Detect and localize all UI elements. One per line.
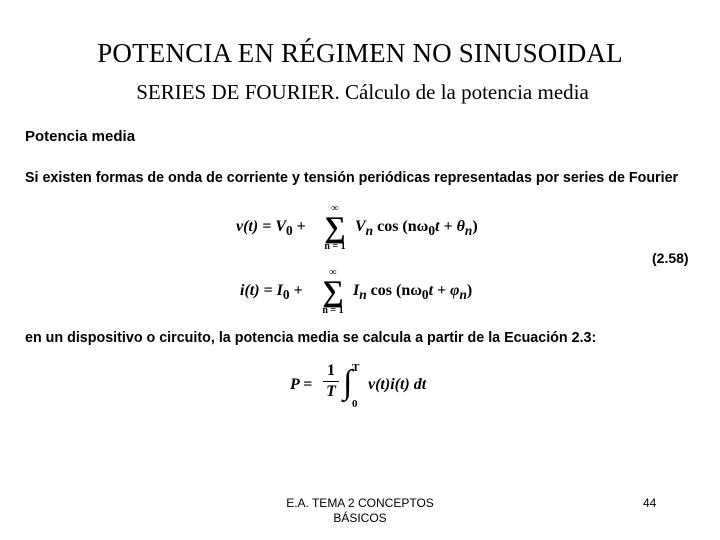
eq-i-lhs: i(t) = I bbox=[240, 282, 283, 299]
eq-v-lhs-sub: 0 bbox=[286, 223, 293, 239]
eq-p-integrand: v(t)i(t) dt bbox=[368, 376, 427, 393]
eq-i-sum-symbol: ∑ bbox=[322, 275, 344, 308]
eq-v-term-sub: n bbox=[365, 223, 374, 239]
eq-i-term-cos: cos (nω bbox=[370, 282, 422, 299]
eq-i-sum-bottom: n = 1 bbox=[322, 305, 344, 316]
eq-v-w-sub: 0 bbox=[428, 223, 436, 239]
slide-subtitle: SERIES DE FOURIER. Cálculo de la potencia media bbox=[136, 80, 589, 104]
eq-v-theta-sub: n bbox=[464, 223, 473, 239]
eq-p-integral-sign: ∫ bbox=[343, 364, 353, 401]
footer-course-line1: E.A. TEMA 2 CONCEPTOS bbox=[286, 496, 434, 510]
eq-i-plus: + bbox=[293, 282, 303, 299]
section-heading: Potencia media bbox=[25, 128, 136, 145]
eq-v-term-t: t + θ bbox=[435, 218, 465, 235]
eq-i-lhs-sub: 0 bbox=[282, 287, 290, 303]
eq-v-sum-bottom: n = 1 bbox=[324, 241, 346, 252]
eq-v-sum-top: ∞ bbox=[331, 203, 339, 214]
eq-i-term-t: t + φ bbox=[428, 282, 460, 299]
eq-i-term-sub: n bbox=[359, 287, 367, 303]
eq-v-plus: + bbox=[296, 218, 306, 235]
eq-i-term-var: I bbox=[353, 282, 360, 299]
eq-i-sum-top: ∞ bbox=[329, 267, 337, 278]
eq-p-int-bottom: 0 bbox=[352, 398, 358, 410]
slide-title: POTENCIA EN RÉGIMEN NO SINUSOIDAL bbox=[97, 38, 623, 68]
eq-v-sum-symbol: ∑ bbox=[324, 211, 346, 244]
eq-i-summation bbox=[318, 268, 348, 316]
eq-p-int-top: T bbox=[352, 362, 360, 374]
eq-v-lhs: v(t) = V bbox=[236, 218, 286, 235]
eq-v-term-cos: cos (nω bbox=[377, 218, 429, 235]
eq-v-term-close: ) bbox=[472, 218, 478, 235]
paragraph-intro: Si existen formas de onda de corriente y tensión periódicas representadas por series de Fourier bbox=[25, 170, 679, 186]
footer-course-line2: BÁSICOS bbox=[333, 511, 387, 525]
equation-number: (2.58) bbox=[652, 250, 689, 266]
page-number: 44 bbox=[643, 496, 657, 510]
paragraph-power: en un dispositivo o circuito, la potencia media se calcula a partir de la Ecuación 2.3: bbox=[25, 330, 597, 346]
eq-p-frac-num: 1 bbox=[327, 362, 335, 379]
footer-course bbox=[260, 496, 460, 526]
eq-v-term-var: V bbox=[355, 218, 366, 235]
eq-p-frac-bar bbox=[323, 381, 339, 382]
eq-p-lhs: P = bbox=[290, 376, 313, 393]
eq-p-fraction bbox=[323, 362, 339, 401]
eq-p-frac-den: T bbox=[326, 383, 336, 400]
eq-i-phi-sub: n bbox=[459, 287, 467, 303]
eq-i-w-sub: 0 bbox=[421, 287, 429, 303]
eq-i-term-close: ) bbox=[466, 282, 473, 299]
eq-v-summation bbox=[320, 204, 350, 252]
